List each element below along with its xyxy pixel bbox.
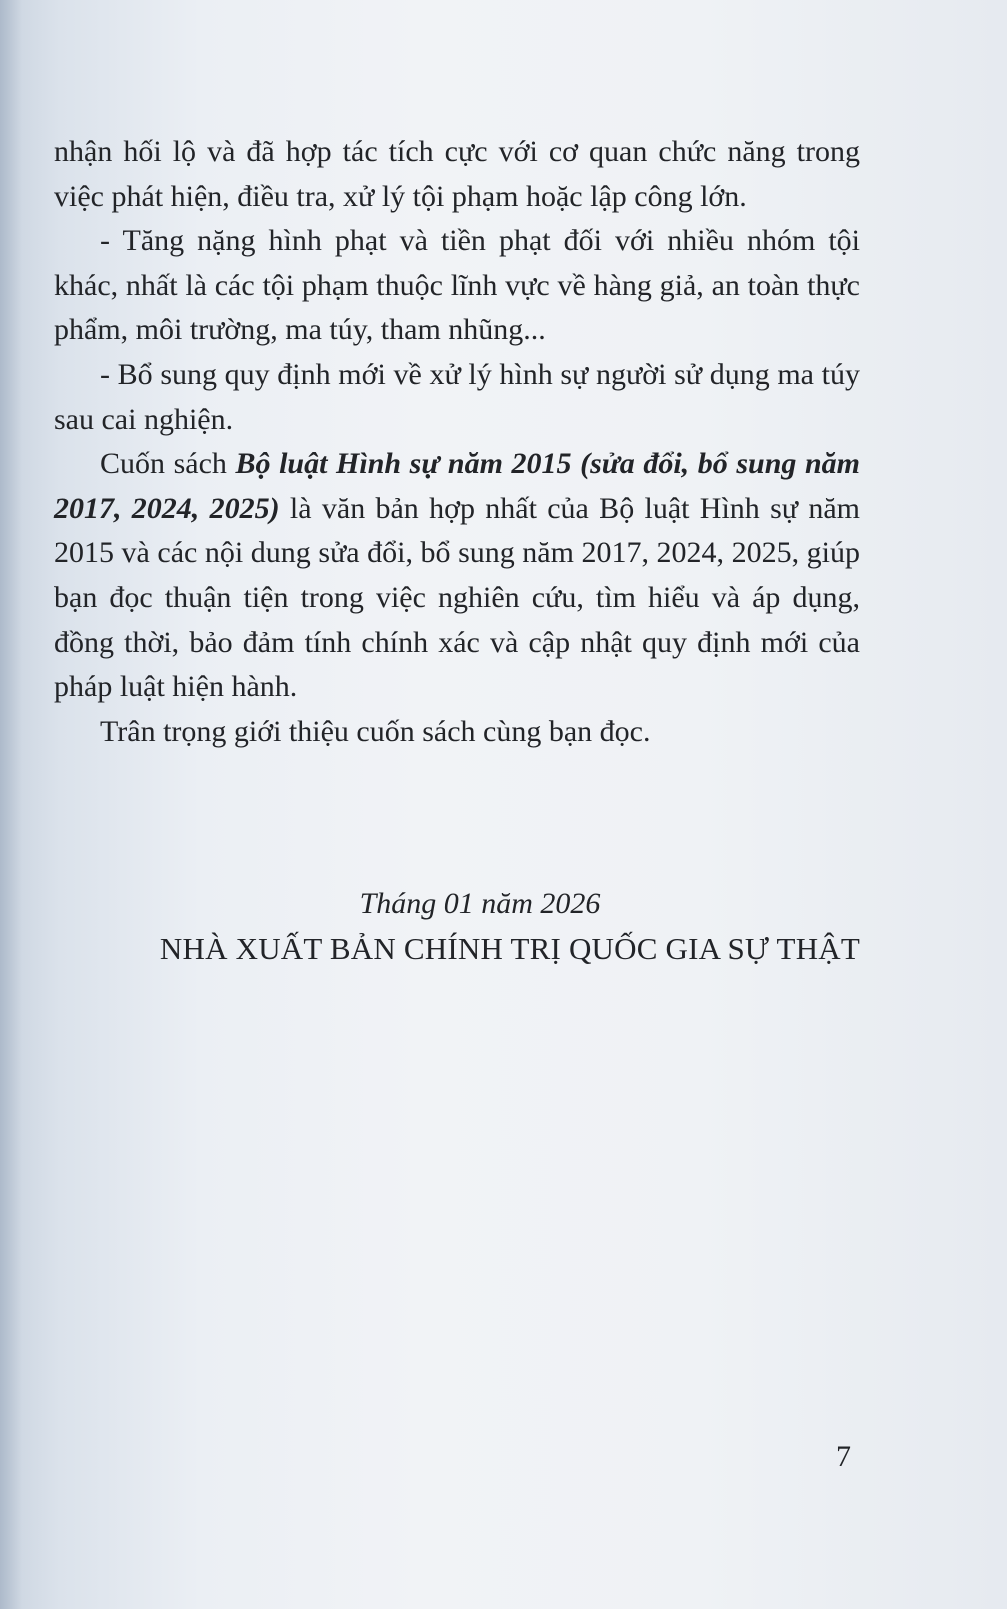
paragraph-continuation: nhận hối lộ và đã hợp tác tích cực với cơ quan chức năng trong việc phát hiện, điều tra, xử lý tội phạm hoặc lập công lớn. bbox=[54, 135, 860, 213]
book-intro-prefix: Cuốn sách bbox=[100, 447, 236, 481]
paragraph-drug-rehab: - Bổ sung quy định mới về xử lý hình sự người sử dụng ma túy sau cai nghiện. bbox=[54, 357, 860, 436]
body-text bbox=[54, 130, 860, 754]
signature-date: Tháng 01 năm 2026 bbox=[359, 887, 601, 920]
page-number: 7 bbox=[836, 1440, 851, 1473]
paragraph-book-intro bbox=[54, 442, 860, 710]
paragraph-closing: Trân trọng giới thiệu cuốn sách cùng bạn đọc. bbox=[100, 714, 651, 748]
paragraph-penalty-increase: - Tăng nặng hình phạt và tiền phạt đối với nhiều nhóm tội khác, nhất là các tội phạm thuộc lĩnh vực về hàng giả, an toàn thực phẩm, môi trường, ma túy, tham nhũng... bbox=[54, 224, 860, 347]
publisher-name: NHÀ XUẤT BẢN CHÍNH TRỊ QUỐC GIA SỰ THẬT bbox=[159, 931, 860, 966]
book-intro-rest: là văn bản hợp nhất của Bộ luật Hình sự năm 2015 và các nội dung sửa đổi, bổ sung năm 2017, 2024, 2025, giúp bạn đọc thuận tiện trong việc nghiên cứu, tìm hiểu và áp dụng, đồng thời, bảo đảm tính chính xác và cập nhật quy định mới của pháp luật hiện hành. bbox=[54, 491, 860, 704]
book-title: Bộ luật Hình sự năm 2015 (sửa đổi, bổ sung năm 2017, 2024, 2025) bbox=[54, 447, 860, 525]
